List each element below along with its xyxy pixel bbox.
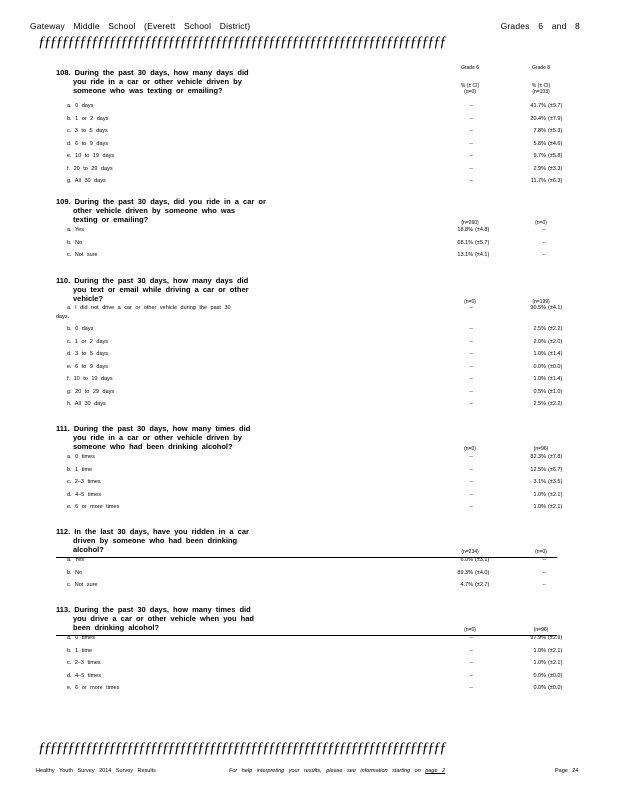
footer-help-text: For help interpreting your results, please see information starting on page 2 xyxy=(229,768,446,774)
answer-row: e. 10 to 19 days -- 9.7% (±5.8) xyxy=(67,153,563,159)
grade6-n: (n=0) xyxy=(464,446,476,452)
decorative-rule-bottom: ƒƒƒƒƒƒƒƒƒƒƒƒƒƒƒƒƒƒƒƒƒƒƒƒƒƒƒƒƒƒƒƒƒƒƒƒƒƒƒƒƒƒƒƒƒƒƒƒƒƒƒƒƒƒƒƒƒƒƒƒƒƒƒƒƒƒƒƒƒ xyxy=(38,740,446,756)
answer-row: b. 0 days -- 2.5% (±2.2) xyxy=(67,326,563,332)
decorative-rule-top: ƒƒƒƒƒƒƒƒƒƒƒƒƒƒƒƒƒƒƒƒƒƒƒƒƒƒƒƒƒƒƒƒƒƒƒƒƒƒƒƒƒƒƒƒƒƒƒƒƒƒƒƒƒƒƒƒƒƒƒƒƒƒƒƒƒƒƒƒƒ xyxy=(38,34,446,50)
answer-row: h. All 30 days -- 2.5% (±2.2) xyxy=(67,401,563,407)
answer-row: c. Not sure 4.7% (±2.7) -- xyxy=(67,582,546,588)
answer-row: d. 4–5 times -- 0.0% (±0.0) xyxy=(67,672,563,679)
question-title: 109. During the past 30 days, did you ride in a car or other vehicle driven by someone who was texting or emailing? xyxy=(56,197,266,224)
question-title: 110. During the past 30 days, how many days did you text or email while driving a car or other vehicle? xyxy=(56,276,249,303)
question-112 xyxy=(56,527,604,592)
grade6-n: (n=0) xyxy=(464,627,476,633)
header-school: Gateway Middle School (Everett School District) xyxy=(30,21,251,31)
page-number: Page 24 xyxy=(555,768,579,774)
answer-row: c. 2–3 times -- 1.0% (±2.1) xyxy=(67,660,563,666)
grade8-n: (n=0) xyxy=(535,549,547,555)
answer-row: f. 20 to 29 days -- 2.9% (±3.3) xyxy=(67,165,563,172)
answer-row: b. 1 time -- 12.5% (±6.7) xyxy=(67,466,563,473)
grade6-n: (n=0) xyxy=(464,299,476,305)
question-title: 108. During the past 30 days, how many days did you ride in a car or other vehicle driven by someone who was texting or emailing? xyxy=(56,68,249,95)
grade6-header: Grade 6 xyxy=(460,65,480,71)
answer-row: c. 2–3 times -- 3.1% (±3.5) xyxy=(67,479,563,485)
answer-row: b. 1 or 2 days -- 20.4% (±7.9) xyxy=(67,115,563,122)
divider-113 xyxy=(56,635,557,636)
answer-row: d. 3 to 5 days -- 1.0% (±1.4) xyxy=(67,351,563,357)
answer-row: d. 4–5 times -- 1.0% (±2.1) xyxy=(67,491,563,498)
grade8-n: (n=199) xyxy=(532,299,550,305)
answer-row: c. 1 or 2 days -- 2.0% (±2.0) xyxy=(67,338,563,345)
answer-row: b. No 68.1% (±5.7) -- xyxy=(67,239,546,246)
answer-row: c. Not sure 13.1% (±4.1) -- xyxy=(67,252,546,258)
answer-row: e. 6 or more times -- 0.0% (±0.0) xyxy=(67,685,563,691)
answer-row: a. 0 days -- 41.7% (±9.7) xyxy=(67,103,563,109)
grade6-n: (n=234) xyxy=(461,549,479,555)
question-113 xyxy=(56,605,604,695)
answer-row: f. 10 to 19 days -- 1.0% (±1.4) xyxy=(67,376,563,382)
grade8-n: (n=0) xyxy=(535,220,547,226)
answer-row: g. 20 to 29 days -- 0.5% (±1.0) xyxy=(67,388,563,395)
grade6-n: (n=260) xyxy=(461,220,479,226)
grade6-n: (n=0) xyxy=(464,89,476,95)
answer-row: b. 1 time -- 1.0% (±2.1) xyxy=(67,647,563,654)
grade8-n: (n=96) xyxy=(533,627,549,633)
grade8-header: Grade 8 xyxy=(531,65,551,71)
question-108 xyxy=(56,65,604,188)
question-title: 112. In the last 30 days, have you ridden in a car driven by someone who had been drinking alcohol? xyxy=(56,527,249,554)
answer-row: e. 6 or more times -- 1.0% (±2.1) xyxy=(67,504,563,510)
answer-row: a. 0 times -- 97.9% (±2.9) xyxy=(67,635,563,641)
page-2-link[interactable]: page 2 xyxy=(425,768,446,774)
footer-survey-title: Healthy Youth Survey 2014 Survey Results xyxy=(36,768,156,774)
answer-row: c. 3 to 5 days -- 7.8% (±5.3) xyxy=(67,128,563,134)
answer-row: d. 6 to 9 days -- 5.8% (±4.6) xyxy=(67,140,563,147)
grade8-n: (n=96) xyxy=(533,446,549,452)
answer-row: a. I did not drive a car or other vehicle during the past 30 days. -- 90.5% (±4.1) xyxy=(56,305,563,320)
grade6-pct-ci-header: % (± CI) xyxy=(460,83,480,89)
question-title: 113. During the past 30 days, how many times did you drive a car or other vehicle when you had been drinking alcohol? xyxy=(56,605,254,632)
answer-row: a. Yes 6.0% (±3.1) -- xyxy=(67,557,546,563)
grade8-pct-ci-header: % (± CI) xyxy=(531,83,551,89)
answer-row: e. 6 to 9 days -- 0.0% (±0.0) xyxy=(67,363,563,370)
answer-row: g. All 30 days -- 11.7% (±6.3) xyxy=(67,178,563,184)
question-111 xyxy=(56,424,604,514)
question-title: 111. During the past 30 days, how many times did you ride in a car or other vehicle driven by someone who had been drinking alcohol? xyxy=(56,424,251,451)
divider-112 xyxy=(56,557,557,558)
question-110 xyxy=(56,276,604,411)
header-grades: Grades 6 and 8 xyxy=(500,21,580,31)
question-109 xyxy=(56,197,604,262)
answer-row: a. 0 times -- 82.3% (±7.8) xyxy=(67,454,563,460)
grade8-n: (n=103) xyxy=(532,89,550,95)
answer-row: b. No 89.3% (±4.0) -- xyxy=(67,569,546,576)
answer-row: a. Yes 18.8% (±4.8) -- xyxy=(67,227,546,233)
